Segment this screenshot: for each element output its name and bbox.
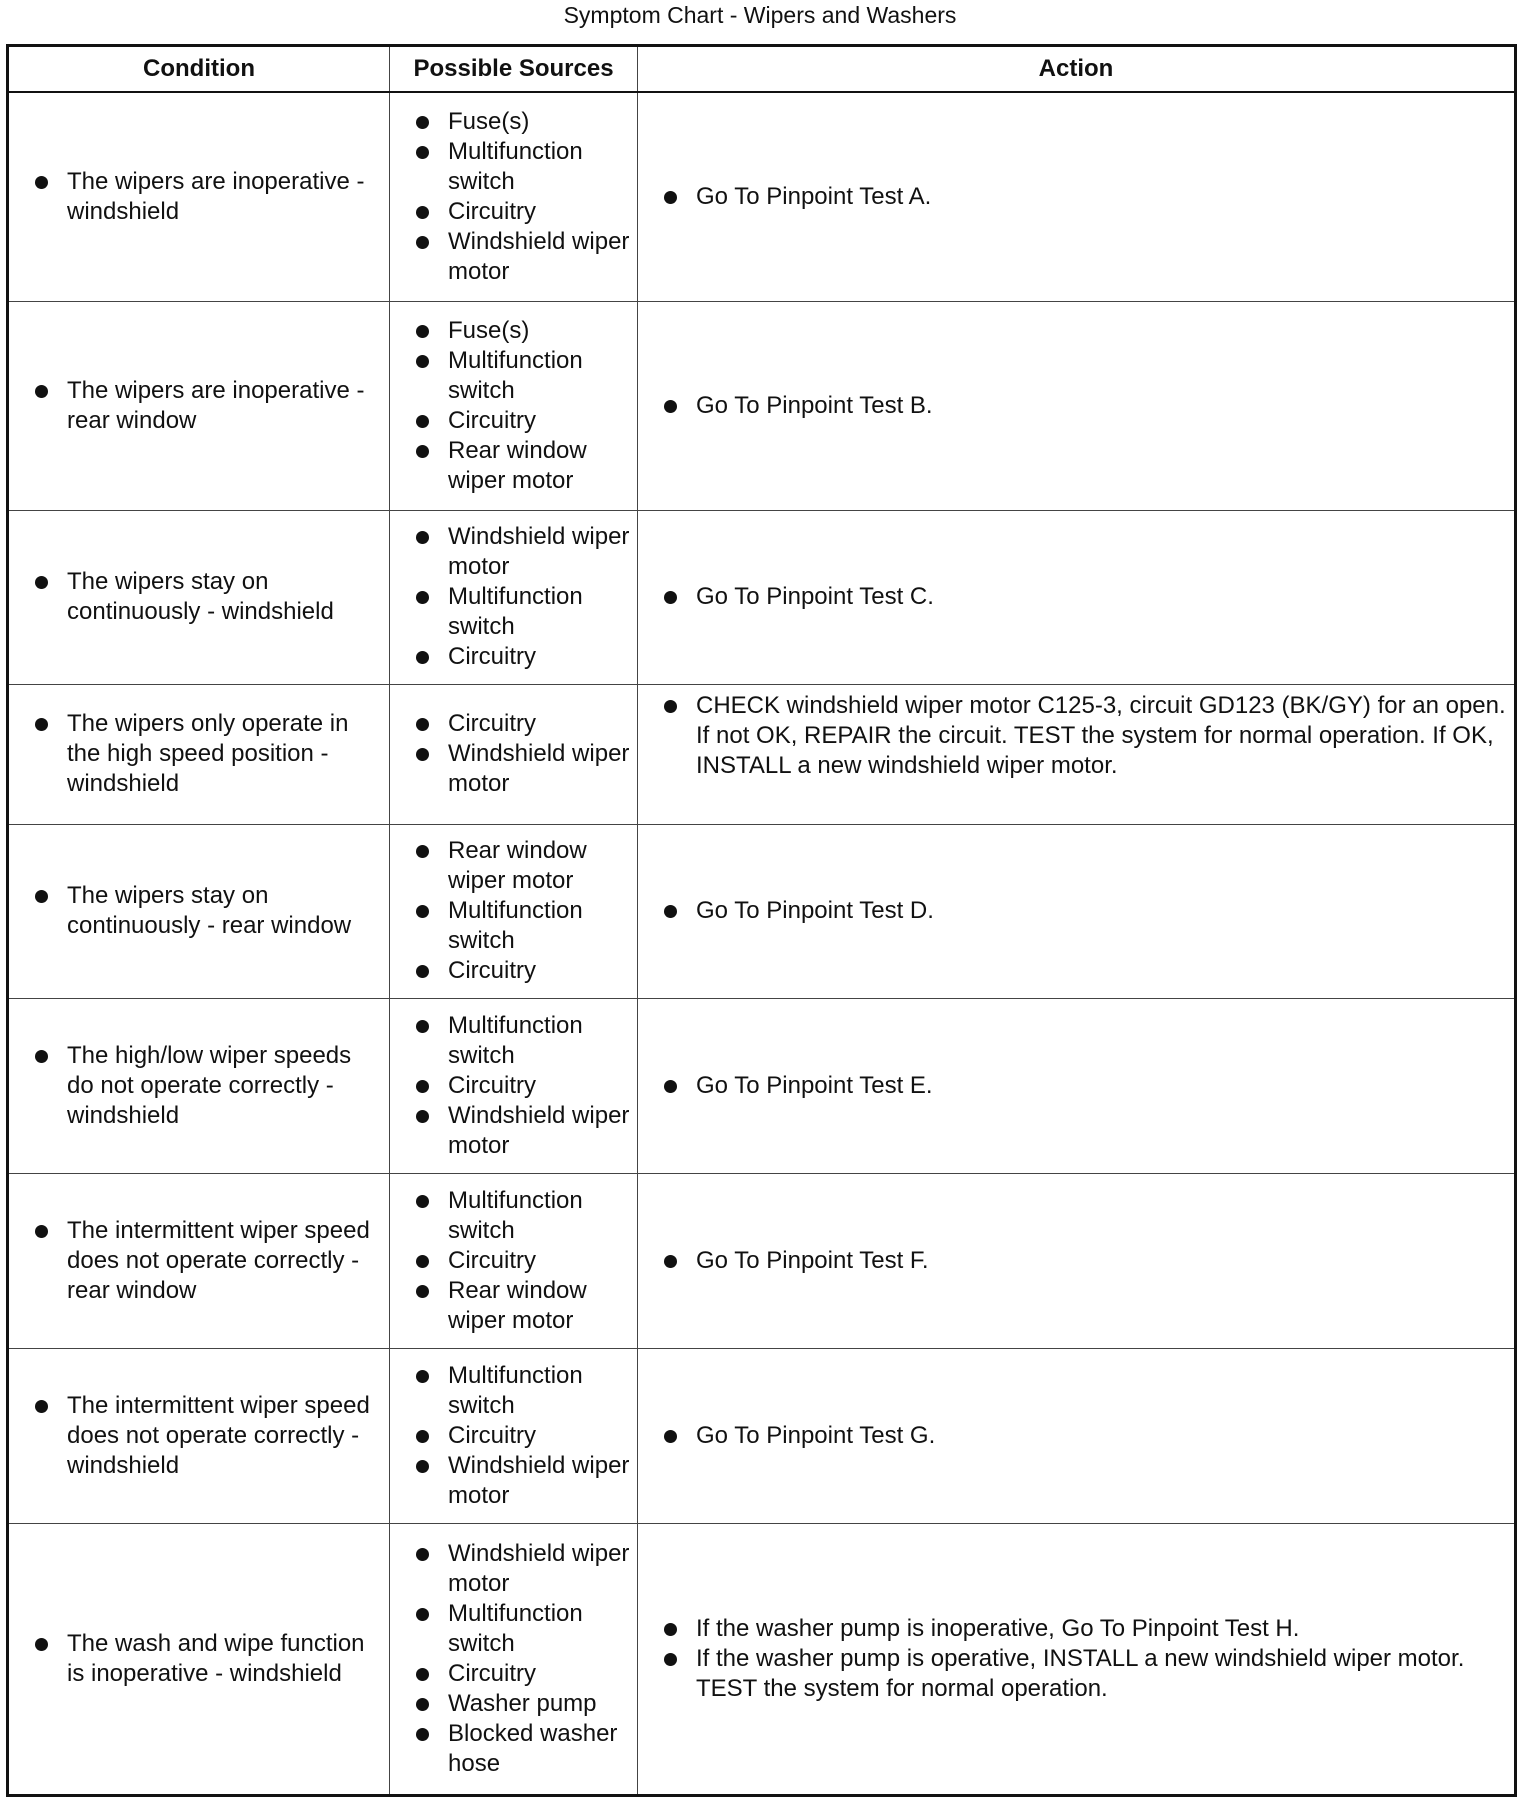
table-row (8, 824, 1516, 998)
condition-cell (8, 510, 390, 684)
condition-text: The wipers only operate in the high speed position - windshield (67, 709, 381, 799)
condition-list (9, 376, 389, 436)
source-item: Circuitry (448, 956, 631, 986)
source-item: Multifunction switch (448, 1011, 631, 1071)
action-item: CHECK windshield wiper motor C125-3, circuit GD123 (BK/GY) for an open. If not OK, REPAIR the circuit. TEST the system for normal operation. If OK, INSTALL a new windshield wiper motor. (696, 691, 1506, 779)
action-cell (638, 510, 1516, 684)
sources-list (390, 316, 637, 496)
source-item: Windshield wiper motor (448, 740, 630, 797)
sources-list (390, 709, 637, 799)
source-item: Multifunction switch (448, 896, 631, 956)
sources-cell (390, 301, 638, 510)
condition-list (9, 709, 389, 799)
sources-list (390, 1361, 637, 1511)
condition-text: The wipers stay on continuously - rear window (67, 881, 381, 941)
sources-cell (390, 1348, 638, 1523)
source-item: Washer pump (448, 1689, 631, 1719)
action-list (638, 391, 1514, 421)
sources-cell (390, 92, 638, 301)
sources-cell (390, 824, 638, 998)
chart-title: Symptom Chart - Wipers and Washers (563, 2, 957, 28)
table-row (8, 1173, 1516, 1348)
table-row (8, 998, 1516, 1173)
condition-cell (8, 1523, 390, 1795)
table-row (8, 684, 1516, 824)
sources-cell (390, 510, 638, 684)
header-action: Action (638, 46, 1516, 93)
source-item: Circuitry (448, 1659, 631, 1689)
source-item: Rear window wiper motor (448, 836, 631, 896)
source-item: Windshield wiper motor (448, 1451, 630, 1509)
source-item: Windshield wiper motor (448, 1539, 630, 1597)
table-header-row (8, 46, 1516, 93)
condition-list (9, 567, 389, 627)
source-item: Circuitry (448, 642, 631, 672)
action-item: Go To Pinpoint Test F. (696, 1246, 1506, 1276)
table-row (8, 510, 1516, 684)
action-list (638, 1071, 1514, 1101)
source-item: Fuse(s) (448, 107, 631, 137)
action-cell (638, 1523, 1516, 1795)
source-item: Rear window wiper motor (448, 436, 631, 496)
action-cell (638, 92, 1516, 301)
sources-list (390, 1011, 637, 1161)
action-list (638, 182, 1514, 212)
source-item: Multifunction switch (448, 1361, 631, 1421)
sources-cell (390, 1523, 638, 1795)
condition-cell (8, 998, 390, 1173)
action-item: Go To Pinpoint Test D. (696, 896, 1506, 926)
action-item: Go To Pinpoint Test A. (696, 182, 1506, 212)
source-item: Circuitry (448, 1246, 631, 1276)
source-item: Rear window wiper motor (448, 1276, 631, 1336)
action-cell (638, 1173, 1516, 1348)
source-item: Multifunction switch (448, 137, 631, 197)
action-list (638, 1421, 1514, 1451)
sources-cell (390, 1173, 638, 1348)
action-cell (638, 684, 1516, 824)
condition-list (9, 1629, 389, 1689)
source-item: Blocked washer hose (448, 1719, 631, 1779)
sources-list (390, 522, 637, 672)
action-item: Go To Pinpoint Test E. (696, 1071, 1506, 1101)
action-cell (638, 824, 1516, 998)
condition-text: The high/low wiper speeds do not operate correctly - windshield (67, 1041, 381, 1131)
source-item: Circuitry (448, 197, 631, 227)
table-row (8, 92, 1516, 301)
source-item: Fuse(s) (448, 316, 631, 346)
condition-cell (8, 92, 390, 301)
condition-text: The wipers stay on continuously - windshield (67, 567, 381, 627)
source-item: Multifunction switch (448, 1599, 631, 1659)
condition-cell (8, 1348, 390, 1523)
condition-text: The intermittent wiper speed does not operate correctly - rear window (67, 1216, 381, 1306)
table-row (8, 1348, 1516, 1523)
source-item: Multifunction switch (448, 1186, 631, 1246)
condition-text: The wipers are inoperative - rear window (67, 376, 381, 436)
condition-text: The intermittent wiper speed does not operate correctly - windshield (67, 1391, 381, 1481)
condition-text: The wash and wipe function is inoperative - windshield (67, 1629, 381, 1689)
condition-list (9, 1041, 389, 1131)
sources-list (390, 836, 637, 986)
condition-cell (8, 824, 390, 998)
source-item: Windshield wiper motor (448, 523, 630, 580)
sources-list (390, 1186, 637, 1336)
action-list (638, 582, 1514, 612)
action-list (638, 691, 1514, 781)
source-item: Windshield wiper motor (448, 227, 630, 285)
action-list (638, 1246, 1514, 1276)
sources-list (390, 107, 637, 287)
condition-list (9, 167, 389, 227)
action-cell (638, 301, 1516, 510)
condition-text: The wipers are inoperative - windshield (67, 167, 381, 227)
action-item: If the washer pump is inoperative, Go To Pinpoint Test H. (696, 1614, 1506, 1644)
sources-cell (390, 998, 638, 1173)
action-list (638, 896, 1514, 926)
condition-list (9, 881, 389, 941)
condition-list (9, 1216, 389, 1306)
source-item: Circuitry (448, 1421, 631, 1451)
condition-list (9, 1391, 389, 1481)
condition-cell (8, 1173, 390, 1348)
action-list (638, 1614, 1514, 1704)
action-cell (638, 998, 1516, 1173)
symptom-table (6, 44, 1517, 1797)
source-item: Multifunction switch (448, 582, 631, 642)
action-item: Go To Pinpoint Test B. (696, 391, 1506, 421)
action-cell (638, 1348, 1516, 1523)
source-item: Circuitry (448, 709, 631, 739)
source-item: Circuitry (448, 406, 631, 436)
source-item: Circuitry (448, 1071, 631, 1101)
table-row (8, 1523, 1516, 1795)
sources-list (390, 1539, 637, 1779)
condition-cell (8, 301, 390, 510)
action-item: Go To Pinpoint Test C. (696, 582, 1506, 612)
table-row (8, 301, 1516, 510)
condition-cell (8, 684, 390, 824)
sources-cell (390, 684, 638, 824)
header-possible-sources: Possible Sources (390, 46, 638, 93)
action-item: If the washer pump is operative, INSTALL a new windshield wiper motor. TEST the system for normal operation. (696, 1644, 1506, 1704)
source-item: Multifunction switch (448, 346, 631, 406)
header-condition: Condition (8, 46, 390, 93)
action-item: Go To Pinpoint Test G. (696, 1421, 1506, 1451)
source-item: Windshield wiper motor (448, 1101, 630, 1159)
